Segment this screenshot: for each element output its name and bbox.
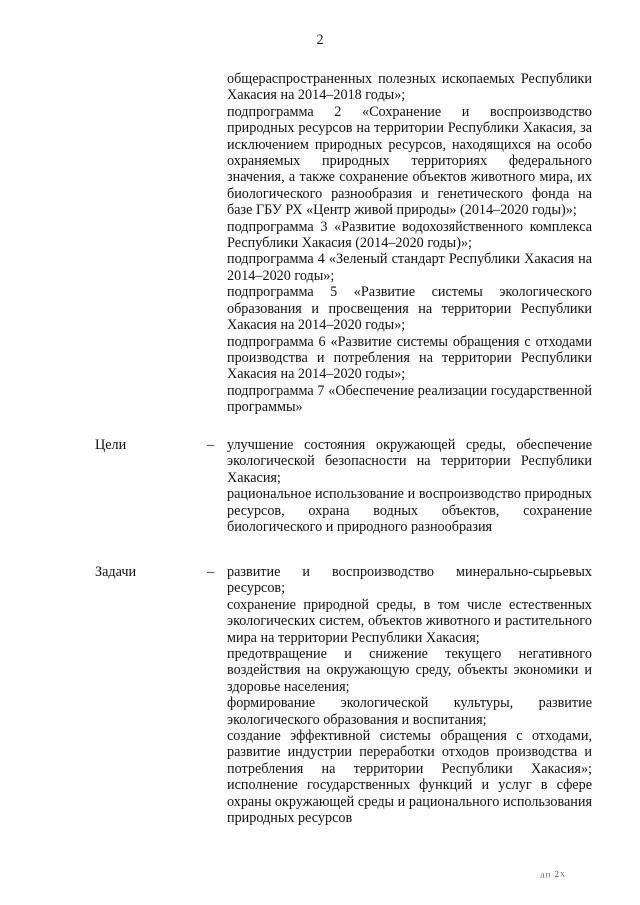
goals-list bbox=[227, 437, 592, 535]
subprogram-item: подпрограмма 4 «Зеленый стандарт Республики Хакасия на 2014–2020 годы»; bbox=[227, 251, 592, 284]
task-item: сохранение природной среды, в том числе естественных экологических систем, объектов животного и растительного мира на территории Республики Хакасия; bbox=[227, 596, 592, 646]
subprogram-item: подпрограмма 6 «Развитие системы обращения с отходами производства и потребления на территории Республики Хакасия на 2014–2020 годы»; bbox=[227, 333, 592, 383]
subprogram-item: подпрограмма 7 «Обеспечение реализации государственной программы» bbox=[227, 382, 592, 416]
task-item: создание эффективной системы обращения с отходами, развитие индустрии переработки отходов производства и потребления на территории Республики Хакасия»; исполнение государственных функций и услуг в сфере охраны окружающей среды и рационального использования природных ресурсов bbox=[227, 728, 592, 827]
goal-item: улучшение состояния окружающей среды, обеспечение экологической безопасности на территории Республики Хакасия; bbox=[227, 437, 592, 486]
goals-dash: – bbox=[207, 437, 215, 453]
subprogram-item: подпрограмма 2 «Сохранение и воспроизводство природных ресурсов на территории Республики Хакасия, за исключением природных ресурсов, находящихся на особо охраняемых природных территориях федерального значения, а также сохранение объектов животного мира, их биологического разнообразия и генетического фонда на базе ГБУ РХ «Центр живой природы» (2014–2020 годы)»; bbox=[227, 103, 592, 219]
corner-stamp: лп 2х bbox=[539, 868, 566, 880]
subprogram-item: общераспространенных полезных ископаемых Республики Хакасия на 2014–2018 годы»; bbox=[227, 71, 592, 104]
page-number: 2 bbox=[316, 32, 324, 48]
tasks-list bbox=[227, 564, 592, 827]
tasks-label: Задачи bbox=[95, 564, 137, 580]
subprogram-item: подпрограмма 3 «Развитие водохозяйственного комплекса Республики Хакасия (2014–2020 годы)»; bbox=[227, 218, 592, 252]
goal-item: рациональное использование и воспроизводство природных ресурсов, охрана водных объектов, сохранение биологического и природного разнообразия bbox=[227, 486, 592, 536]
task-item: развитие и воспроизводство минерально-сырьевых ресурсов; bbox=[227, 564, 592, 597]
goals-label: Цели bbox=[95, 437, 127, 453]
subprogram-item: подпрограмма 5 «Развитие системы экологического образования и просвещения на территории Республики Хакасия на 2014–2020 годы»; bbox=[227, 284, 592, 334]
task-item: формирование экологической культуры, развитие экологического образования и воспитания; bbox=[227, 695, 592, 728]
task-item: предотвращение и снижение текущего негативного воздействия на окружающую среду, объекты экономики и здоровье населения; bbox=[227, 646, 592, 695]
tasks-dash: – bbox=[207, 564, 215, 580]
subprogram-list bbox=[227, 71, 592, 416]
